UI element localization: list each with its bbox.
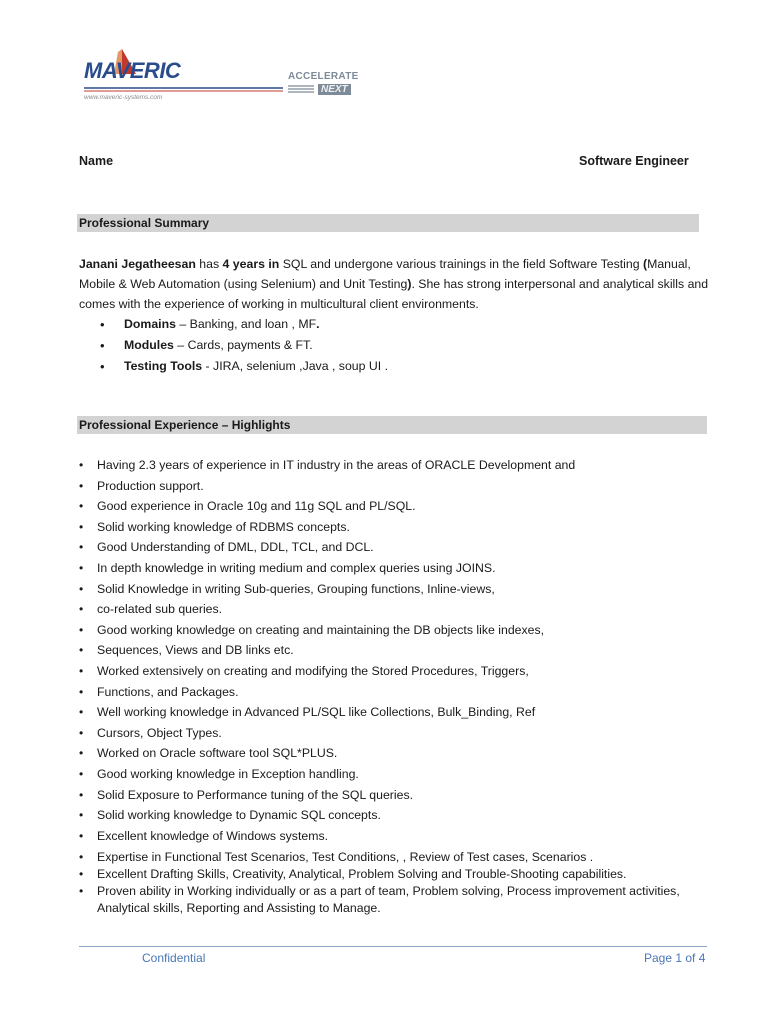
list-item: [100, 335, 388, 356]
item-value: Cards, payments & FT.: [187, 338, 313, 352]
list-item: • Excellent knowledge of Windows systems.: [79, 826, 711, 847]
list-item: • Solid working knowledge to Dynamic SQL concepts.: [79, 805, 711, 826]
item-label: Modules: [124, 338, 174, 352]
list-item: • Functions, and Packages.: [79, 682, 711, 703]
footer-page-number: Page 1 of 4: [644, 951, 706, 965]
item-end: .: [316, 317, 320, 331]
list-item: • Well working knowledge in Advanced PL/SQL like Collections, Bulk_Binding, Ref: [79, 702, 711, 723]
item-separator: –: [175, 317, 190, 331]
experience-years: 4 years in: [222, 257, 280, 271]
list-item: • Proven ability in Working individually or as a part of team, Problem solving, Process improvement activities, Analytical skills, Reporting and Assisting to Manage.: [79, 883, 711, 917]
tagline-accelerate: ACCELERATE: [288, 71, 359, 82]
list-item: • Good experience in Oracle 10g and 11g SQL and PL/SQL.: [79, 496, 711, 517]
list-item: • Solid Knowledge in writing Sub-queries, Grouping functions, Inline-views,: [79, 579, 711, 600]
summary-text: Manual, Mobile & Web Automation (using Selenium) and Unit Testing: [79, 257, 691, 291]
tagline-next: NEXT: [318, 84, 351, 95]
name-label: Name: [79, 154, 114, 168]
list-item: [100, 356, 388, 377]
list-item: • Production support.: [79, 476, 711, 497]
list-item: • Worked on Oracle software tool SQL*PLUS.: [79, 743, 711, 764]
company-logo: [78, 44, 368, 114]
list-item: • In depth knowledge in writing medium and complex queries using JOINS.: [79, 558, 711, 579]
list-item: • Expertise in Functional Test Scenarios, Test Conditions, , Review of Test cases, Scenarios .: [79, 848, 711, 866]
paren-close: ): [407, 277, 412, 291]
list-item: • Good Understanding of DML, DDL, TCL, and DCL.: [79, 537, 711, 558]
list-item: • Excellent Drafting Skills, Creativity, Analytical, Problem Solving and Trouble-Shooting capabilities.: [79, 866, 711, 883]
summary-text: SQL and undergone various trainings in the field Software Testing: [279, 257, 643, 271]
list-item: • Good working knowledge on creating and maintaining the DB objects like indexes,: [79, 620, 711, 641]
list-item: • Sequences, Views and DB links etc.: [79, 640, 711, 661]
summary-paragraph: [79, 254, 709, 314]
list-item: • Worked extensively on creating and modifying the Stored Procedures, Triggers,: [79, 661, 711, 682]
item-value: Banking, and loan , MF: [189, 317, 317, 331]
section-header-summary: Professional Summary: [77, 214, 699, 232]
list-item: [100, 314, 388, 335]
item-value: JIRA, selenium ,Java , soup UI .: [213, 359, 389, 373]
footer-divider: [79, 946, 707, 947]
list-item: • Having 2.3 years of experience in IT industry in the areas of ORACLE Development and: [79, 455, 711, 476]
summary-list: [100, 314, 388, 377]
item-separator: –: [173, 338, 188, 352]
highlights-list: [79, 455, 711, 917]
list-item: • co-related sub queries.: [79, 599, 711, 620]
brand-wordmark: MAVERIC: [84, 58, 181, 83]
candidate-name: Janani Jegatheesan: [79, 257, 196, 271]
item-label: Testing Tools: [124, 359, 203, 373]
section-header-experience: Professional Experience – Highlights: [77, 416, 707, 434]
paren-open: (: [642, 257, 648, 271]
list-item: • Good working knowledge in Exception handling.: [79, 764, 711, 785]
item-label: Domains: [124, 317, 176, 331]
list-item: • Solid working knowledge of RDBMS concepts.: [79, 517, 711, 538]
footer-confidential: Confidential: [142, 951, 206, 965]
list-item: • Cursors, Object Types.: [79, 723, 711, 744]
role-title: Software Engineer: [579, 154, 689, 168]
item-separator: -: [202, 359, 214, 373]
logo-url-text: www.maveric-systems.com: [84, 94, 163, 101]
summary-text: . She has strong interpersonal and analytical skills and comes with the experience of working in multicultural client environments.: [79, 277, 709, 311]
list-item: • Solid Exposure to Performance tuning of the SQL queries.: [79, 785, 711, 806]
summary-text: has: [195, 257, 223, 271]
